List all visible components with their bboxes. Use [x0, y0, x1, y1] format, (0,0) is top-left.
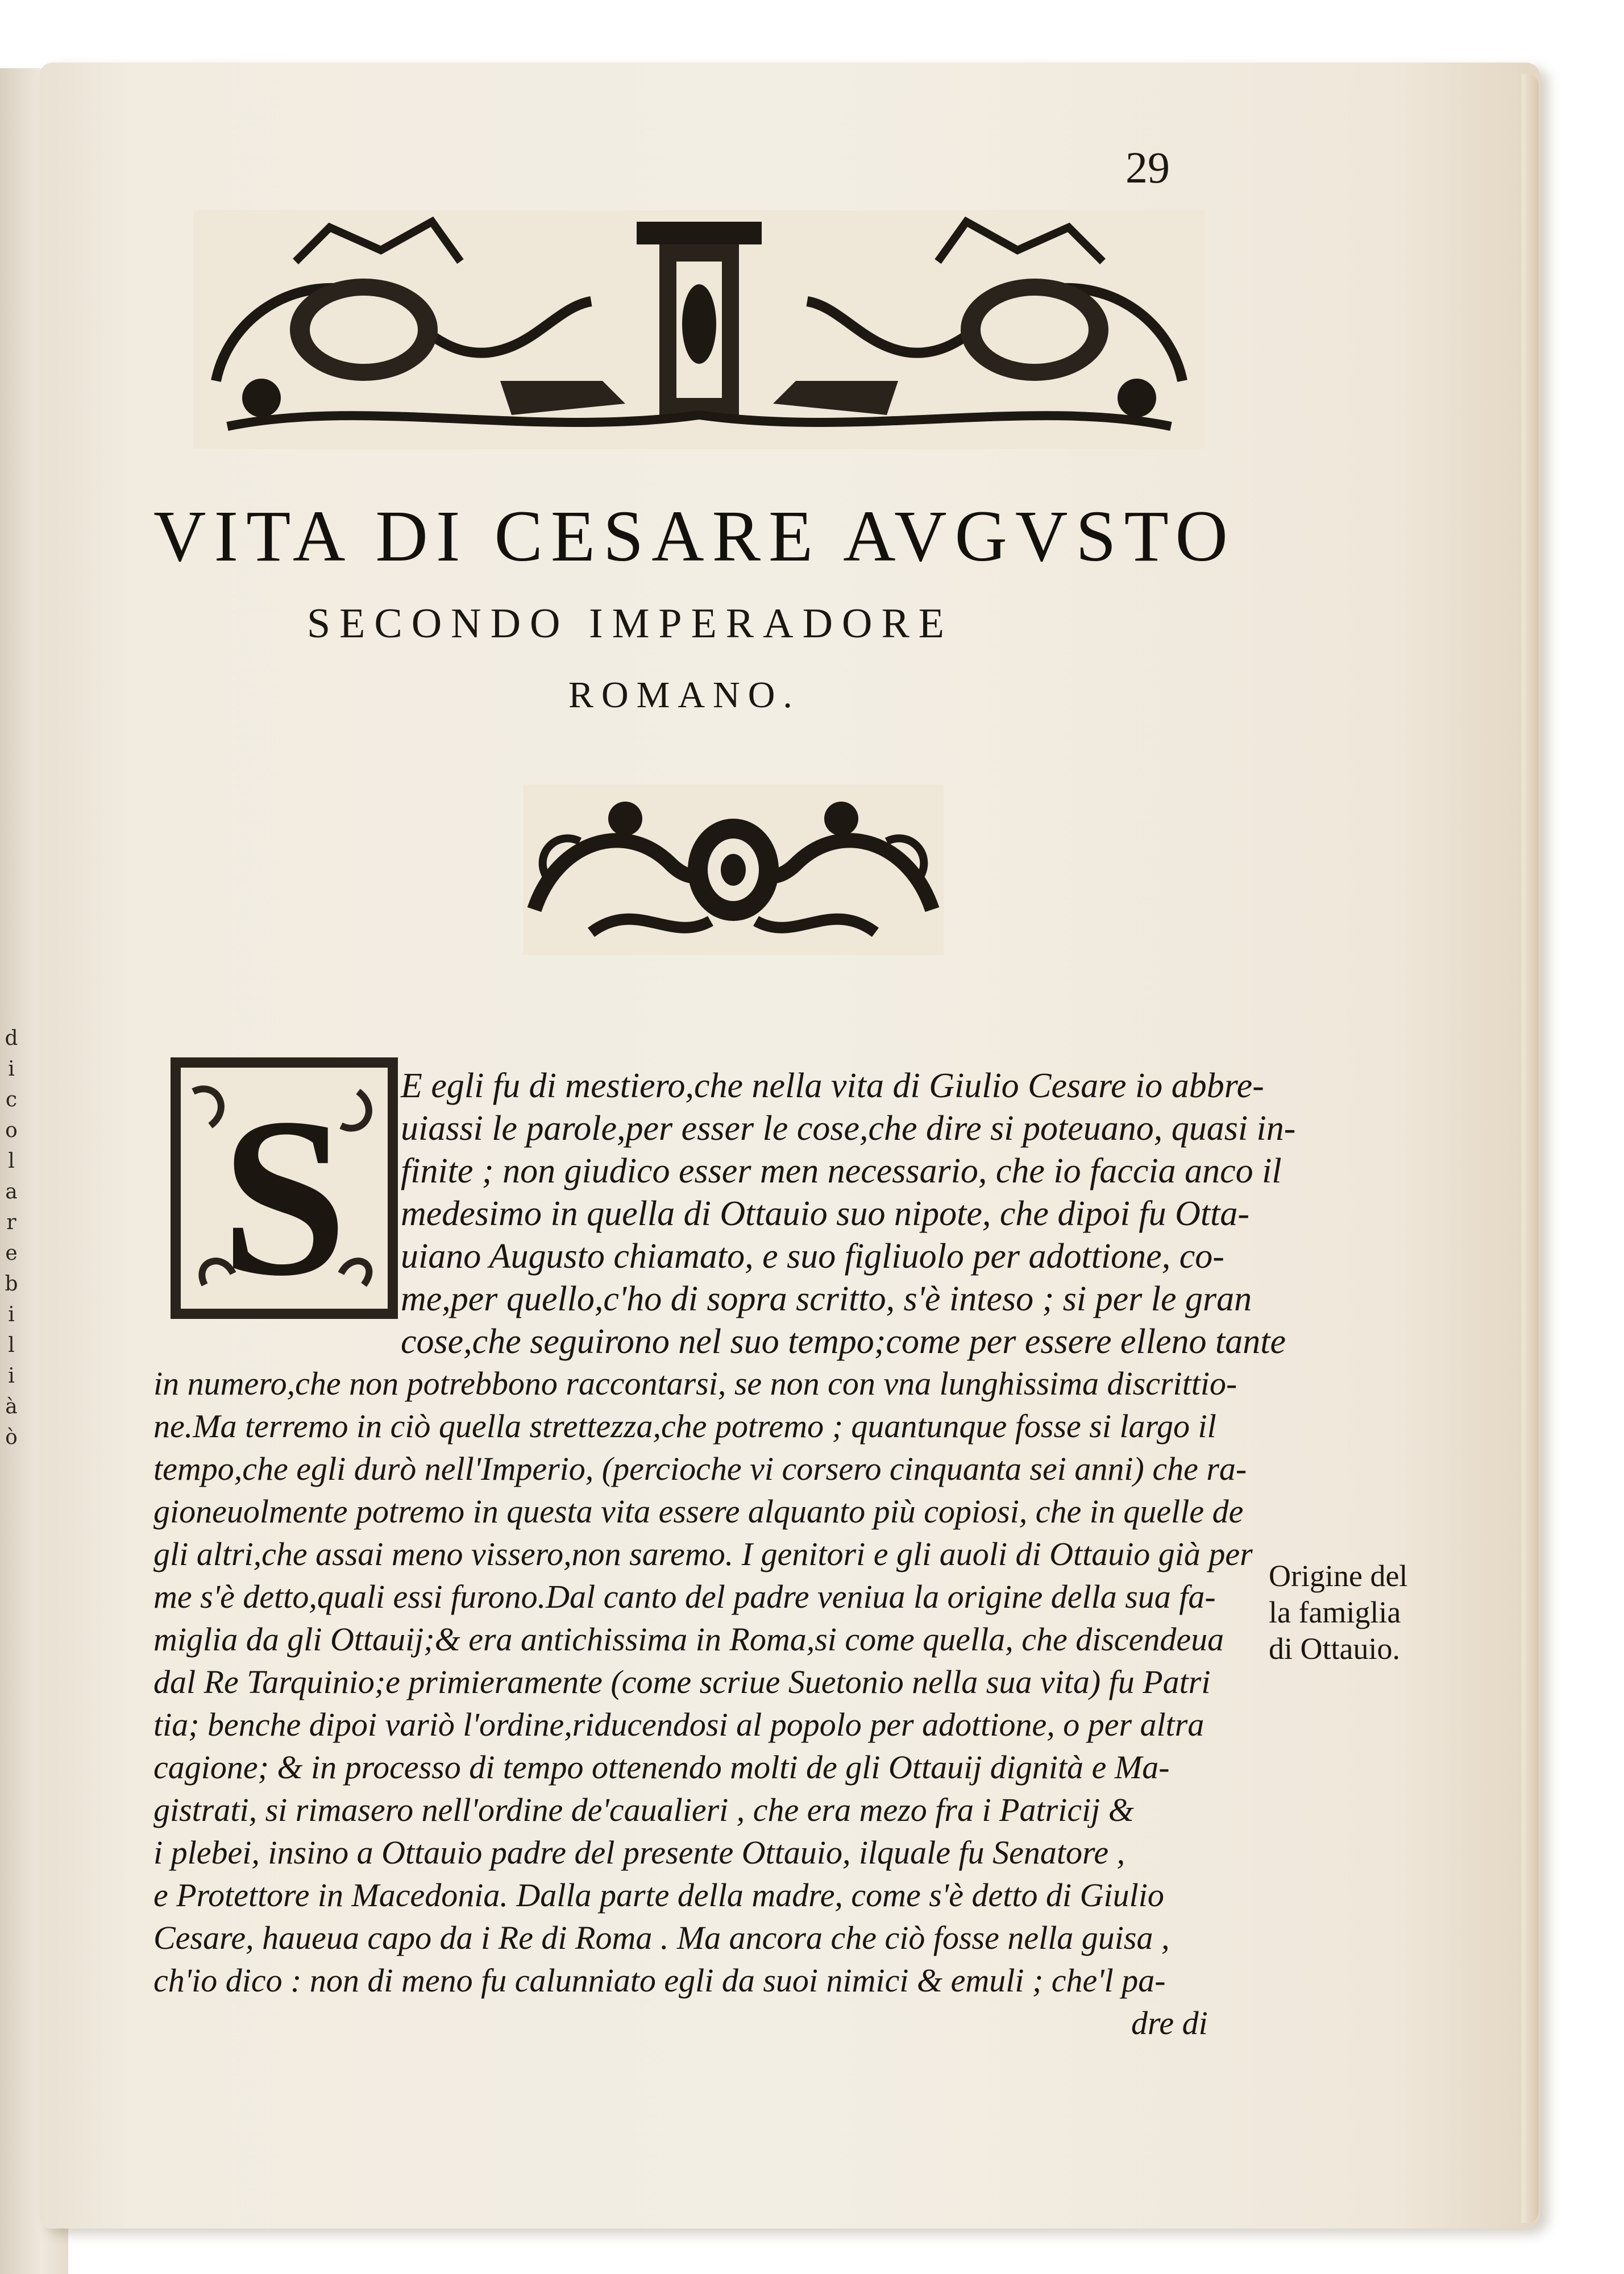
body-line: E egli fu di mestiero,che nella vita di Giulio Cesare io abbre-: [401, 1067, 1264, 1105]
body-line: miglia da gli Ottauij;& era antichissima in Roma,si come quella, che discendeua: [153, 1621, 1224, 1658]
facing-page-fragment: e: [5, 1242, 18, 1265]
body-line: ch'io dico : non di meno fu calunniato egli da suoi nimici & emuli ; che'l pa-: [153, 1962, 1166, 1999]
facing-page-fragment: i: [8, 1057, 15, 1081]
body-line: gistrati, si rimasero nell'ordine de'caualieri , che era mezo fra i Patricij &: [153, 1791, 1134, 1828]
body-line: gioneuolmente potremo in questa vita essere alquanto più copiosi, che in quelle de: [153, 1493, 1244, 1530]
facing-page-fragment: a: [5, 1180, 18, 1204]
initial-letter: S: [221, 1071, 348, 1319]
body-line: i plebei, insino a Ottauio padre del presente Ottauio, ilquale fu Senatore ,: [153, 1834, 1125, 1871]
facing-page-fragment: l: [8, 1334, 15, 1357]
margin-note-line: la famiglia: [1269, 1595, 1401, 1629]
body-line: me s'è detto,quali essi furono.Dal canto del padre veniua la origine della sua fa-: [153, 1578, 1216, 1615]
page-edge-shadow: [1522, 74, 1539, 2223]
body-line: tia; benche dipoi variò l'ordine,riducendosi al popolo per adottione, o per altra: [153, 1706, 1204, 1743]
body-line: cagione; & in processo di tempo ottenendo molti de gli Ottauij dignità e Ma-: [153, 1749, 1170, 1786]
catchword: dre di: [1131, 2005, 1208, 2041]
facing-page-fragment: c: [5, 1088, 18, 1111]
body-line: Cesare, haueua capo da i Re di Roma . Ma ancora che ciò fosse nella guisa ,: [153, 1919, 1170, 1956]
page-title: VITA DI CESARE AVGVSTO: [153, 496, 1236, 576]
body-line: e Protettore in Macedonia. Dalla parte della madre, come s'è detto di Giulio: [153, 1877, 1164, 1914]
facing-page-fragment: o: [5, 1119, 18, 1142]
woodcut-headpiece-ornament: [193, 210, 1205, 449]
body-line: finite ; non giudico esser men necessario, che io faccia anco il: [401, 1152, 1282, 1190]
facing-page-text-fragments: [0, 1023, 23, 1762]
woodcut-floral-ornament: [523, 785, 944, 955]
body-line: uiassi le parole,per esser le cose,che dire si poteuano, quasi in-: [401, 1109, 1296, 1148]
body-line: dal Re Tarquinio;e primieramente (come scriue Suetonio nella sua vita) fu Patri: [153, 1663, 1211, 1700]
title-subtitle-2: ROMANO.: [568, 674, 800, 716]
facing-page-fragment: r: [6, 1211, 16, 1234]
facing-page-fragment: à: [5, 1395, 18, 1418]
facing-page-fragment: d: [5, 1027, 18, 1050]
facing-page-fragment: i: [8, 1303, 15, 1326]
body-line: uiano Augusto chiamato, e suo figliuolo per adottione, co-: [401, 1237, 1224, 1276]
body-line: ne.Ma terremo in ciò quella strettezza,che potremo ; quantunque fosse si largo il: [153, 1408, 1216, 1445]
body-line: in numero,che non potrebbono raccontarsi, se non con vna lunghissima discrittio-: [153, 1365, 1237, 1402]
body-line: gli altri,che assai meno vissero,non saremo. I genitori e gli auoli di Ottauio già per: [153, 1536, 1253, 1572]
facing-page-fragment: l: [8, 1150, 15, 1173]
facing-page-fragment: ò: [5, 1426, 18, 1449]
body-line: tempo,che egli durò nell'Imperio, (percioche vi corsero cinquanta sei anni) che ra-: [153, 1450, 1247, 1487]
body-line: me,per quello,c'ho di sopra scritto, s'è inteso ; si per le gran: [401, 1280, 1252, 1318]
page-number: 29: [1125, 143, 1170, 192]
title-subtitle: SECONDO IMPERADORE: [307, 600, 954, 647]
body-line: cose,che seguirono nel suo tempo;come per essere elleno tante: [401, 1322, 1286, 1361]
decorated-initial: [171, 1057, 398, 1319]
facing-page-fragment: i: [8, 1364, 15, 1388]
body-line: medesimo in quella di Ottauio suo nipote, che dipoi fu Otta-: [401, 1194, 1249, 1233]
margin-note: [1269, 1558, 1439, 1667]
facing-page-fragment: b: [5, 1272, 18, 1296]
margin-note-line: di Ottauio.: [1269, 1632, 1400, 1666]
margin-note-line: Origine del: [1269, 1559, 1408, 1593]
